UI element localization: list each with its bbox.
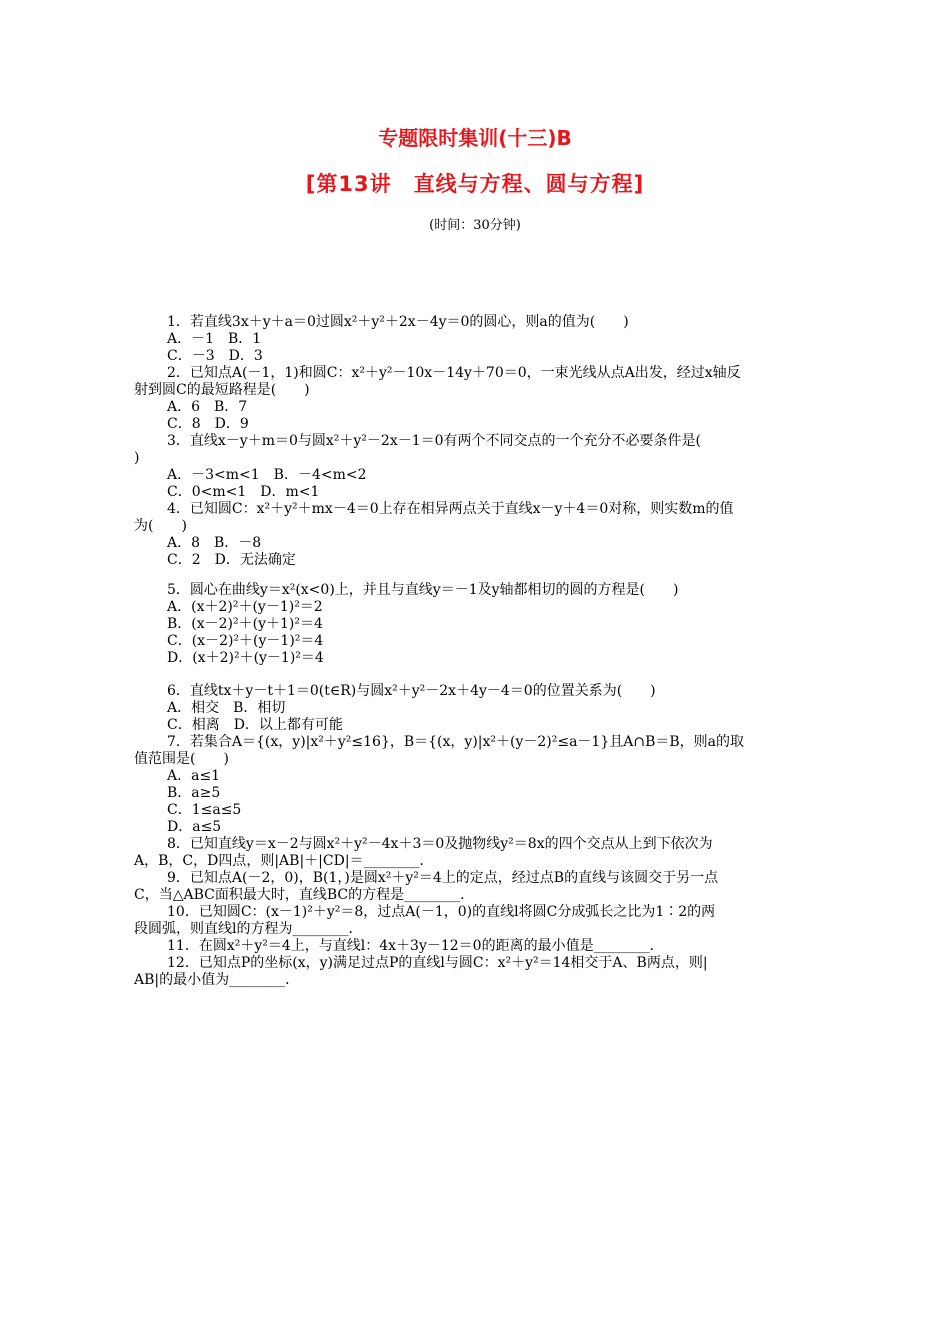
question-line: 8．已知直线y＝x－2与圆x²＋y²－4x＋3＝0及抛物线y²＝8x的四个交点从上到下依次为 (167, 836, 713, 852)
question-line: 10．已知圆C：(x－1)²＋y²＝8，过点A(－1，0)的直线l将圆C分成弧长之比为1∶2的两 (167, 904, 716, 920)
question-line: 2．已知点A(－1，1)和圆C：x²＋y²－10x－14y＋70＝0，一束光线从点A出发，经过x轴反 (167, 365, 741, 381)
option-line: A．8 B．－8 (167, 535, 262, 551)
option-line: D．(x＋2)²＋(y－1)²＝4 (167, 650, 324, 666)
question-line: C，当△ABC面积最大时，直线BC的方程是________． (134, 887, 475, 903)
question-line: 4．已知圆C：x²＋y²＋mx－4＝0上存在相异两点关于直线x－y＋4＝0对称，则实数m的值 (167, 501, 734, 517)
option-line: A．a≤1 (167, 768, 221, 784)
question-line: 射到圆C的最短路程是( ) (134, 382, 310, 398)
question-line: 3．直线x－y＋m＝0与圆x²＋y²－2x－1＝0有两个不同交点的一个充分不必要条件是( (167, 433, 702, 449)
question-line: 9．已知点A(－2，0)，B(1，)是圆x²＋y²＝4上的定点，经过点B的直线与该圆交于另一点 (167, 870, 719, 886)
option-line: B．a≥5 (167, 785, 221, 801)
question-line: 12．已知点P的坐标(x，y)满足过点P的直线l与圆C：x²＋y²＝14相交于A、B两点，则| (167, 955, 708, 971)
option-line: A．－1 B．1 (167, 331, 262, 347)
option-line: C．0<m<1 D．m<1 (167, 484, 320, 500)
question-line: AB|的最小值为________． (134, 972, 300, 988)
question-line: 5．圆心在曲线y＝x²(x<0)上，并且与直线y＝－1及y轴都相切的圆的方程是( ) (167, 582, 679, 598)
option-line: A．相交 B．相切 (167, 700, 286, 716)
option-line: C．－3 D．3 (167, 348, 263, 364)
time-limit: (时间：30分钟) (429, 218, 521, 233)
page-title: 专题限时集训(十三)B (378, 126, 572, 150)
option-line: A．(x＋2)²＋(y－1)²＝2 (167, 599, 323, 615)
option-line: C．8 D．9 (167, 416, 249, 432)
option-line: D．a≤5 (167, 819, 222, 835)
question-line: A，B，C，D四点，则|AB|＋|CD|＝________． (134, 853, 434, 869)
question-line: 11．在圆x²＋y²＝4上，与直线l：4x＋3y－12＝0的距离的最小值是________． (167, 938, 664, 954)
question-line: 1．若直线3x＋y＋a＝0过圆x²＋y²＋2x－4y＝0的圆心，则a的值为( ) (167, 314, 629, 330)
option-line: A．－3<m<1 B．－4<m<2 (167, 467, 367, 483)
option-line: C．2 D．无法确定 (167, 552, 296, 568)
question-line: 段圆弧，则直线l的方程为________． (134, 921, 363, 937)
option-line: B．(x－2)²＋(y＋1)²＝4 (167, 616, 323, 632)
option-line: C．1≤a≤5 (167, 802, 242, 818)
option-line: A．6 B．7 (167, 399, 248, 415)
question-line: 6．直线tx＋y－t＋1＝0(t∈R)与圆x²＋y²－2x＋4y－4＝0的位置关系为( ) (167, 683, 656, 699)
question-line: ) (134, 450, 140, 466)
option-line: C．相离 D．以上都有可能 (167, 717, 343, 733)
question-line: 值范围是( ) (134, 751, 229, 767)
question-line: 为( ) (134, 518, 187, 534)
page-subtitle: [第13讲 直线与方程、圆与方程] (305, 172, 645, 196)
question-line: 7．若集合A＝{(x，y)|x²＋y²≤16}，B＝{(x，y)|x²＋(y－2)²≤a－1}且A∩B＝B，则a的取 (167, 734, 745, 750)
option-line: C．(x－2)²＋(y－1)²＝4 (167, 633, 324, 649)
